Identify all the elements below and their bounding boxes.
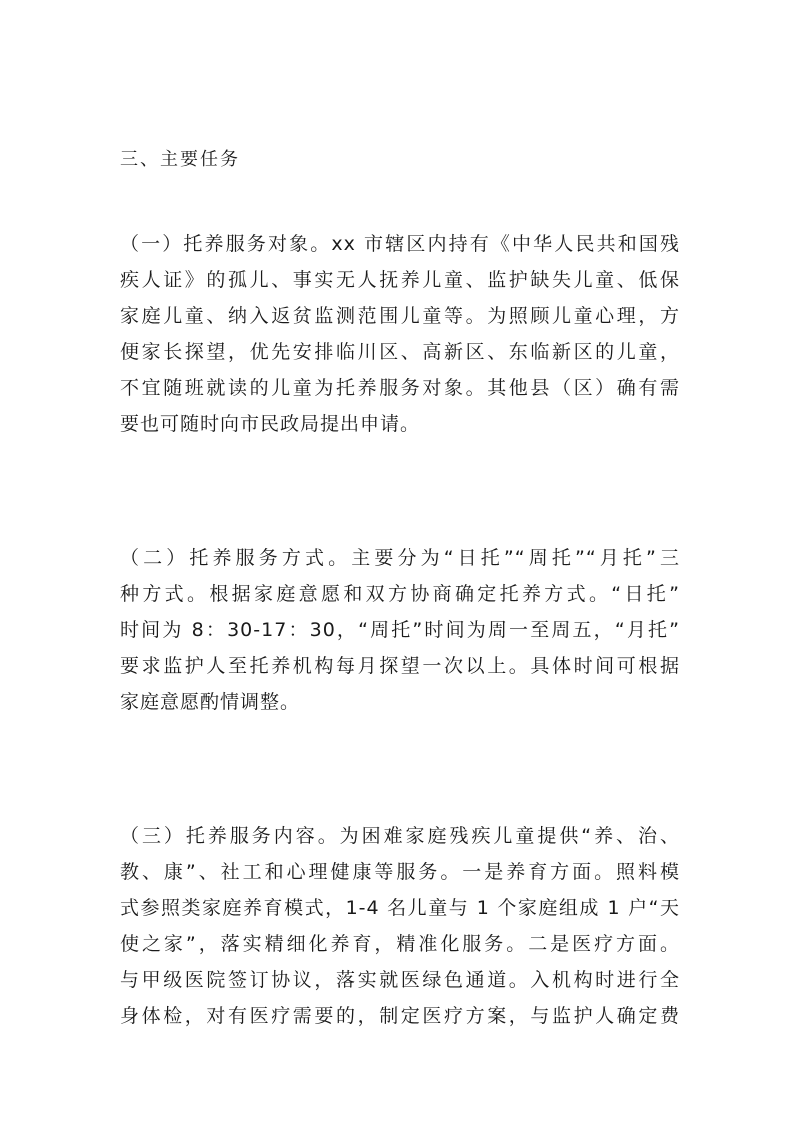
paragraph-line: 要也可随时向市民政局提出申请。 [120,413,421,435]
paragraph-line: 不宜随班就读的儿童为托养服务对象。其他县（区）确有需 [120,377,680,399]
paragraph-line: 式参照类家庭养育模式，1-4 名儿童与 1 个家庭组成 1 户“天 [120,897,680,919]
paragraph-service-methods [120,540,680,720]
paragraph-line: （三）托养服务内容。为困难家庭残疾儿童提供“养、治、 [120,825,680,847]
paragraph-line: 教、康”、社工和心理健康等服务。一是养育方面。照料模 [120,861,680,883]
paragraph-line: 便家长探望，优先安排临川区、高新区、东临新区的儿童， [120,341,680,363]
paragraph-line: 疾人证》的孤儿、事实无人抚养儿童、监护缺失儿童、低保 [120,269,680,291]
paragraph-line: 时间为 8：30-17：30，“周托”时间为周一至周五，“月托” [120,619,680,641]
paragraph-line: 身体检，对有医疗需要的，制定医疗方案，与监护人确定费 [120,1005,680,1027]
paragraph-line: 使之家”，落实精细化养育，精准化服务。二是医疗方面。 [120,933,680,955]
paragraph-line: （二）托养服务方式。主要分为“日托”“周托”“月托”三 [120,547,680,569]
paragraph-line: 与甲级医院签订协议，落实就医绿色通道。入机构时进行全 [120,969,680,991]
paragraph-line: 种方式。根据家庭意愿和双方协商确定托养方式。“日托” [120,583,680,605]
paragraph-line: 家庭意愿酌情调整。 [120,691,301,713]
paragraph-line: （一）托养服务对象。xx 市辖区内持有《中华人民共和国残 [120,233,680,255]
paragraph-line: 家庭儿童、纳入返贫监测范围儿童等。为照顾儿童心理，方 [120,305,680,327]
paragraph-line: 要求监护人至托养机构每月探望一次以上。具体时间可根据 [120,655,680,677]
paragraph-service-targets [120,226,680,442]
paragraph-service-content [120,818,680,1034]
section-heading: 三、主要任务 [120,149,240,170]
